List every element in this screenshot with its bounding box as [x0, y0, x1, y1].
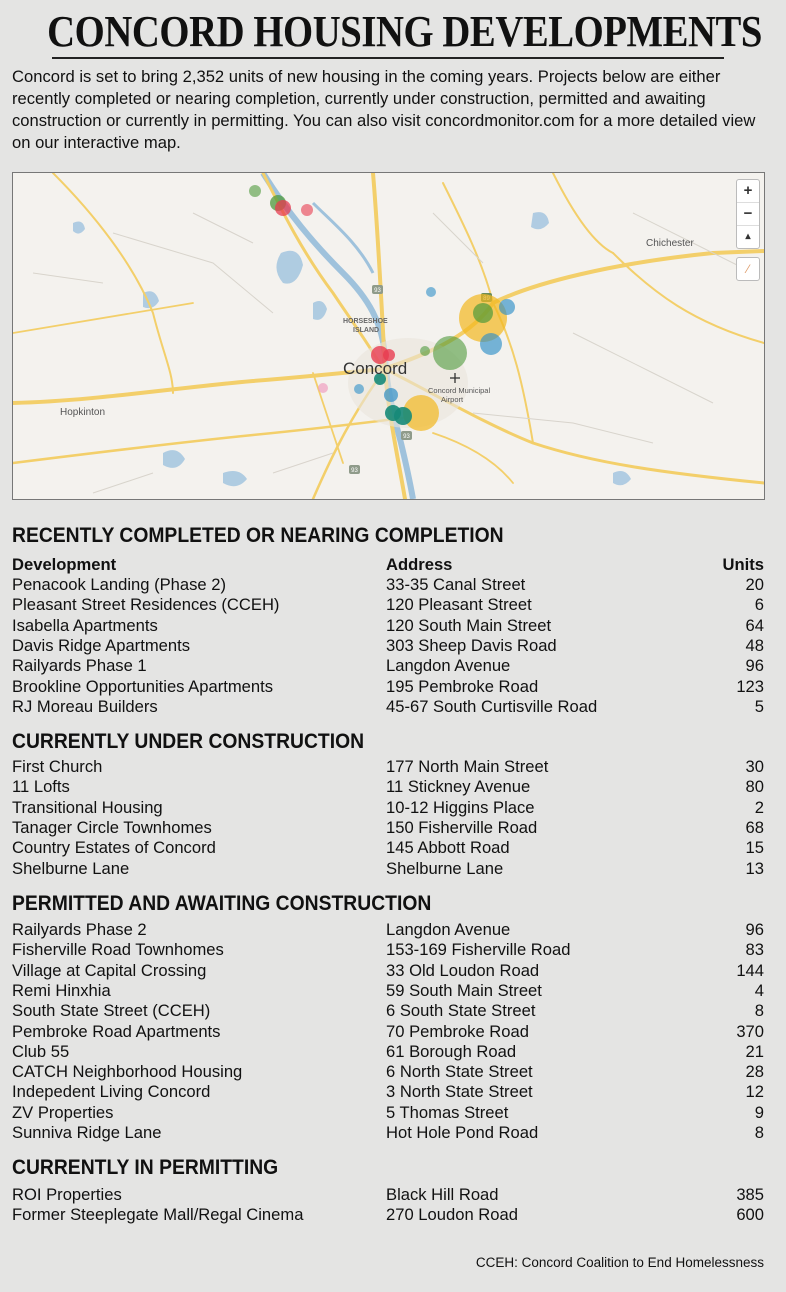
development-units: 8: [754, 1001, 764, 1021]
development-name: Remi Hinxhia: [12, 980, 111, 1000]
table-row: [12, 1001, 764, 1021]
development-name: First Church: [12, 757, 103, 776]
pond-ne: [531, 212, 549, 229]
development-address: 145 Abbott Road: [386, 838, 510, 858]
marker-permitting: [354, 384, 364, 394]
development-address: 270 Loudon Road: [386, 1205, 518, 1225]
marker-completed: [433, 336, 467, 370]
development-name: ZV Properties: [12, 1102, 114, 1122]
development-address: 61 Borough Road: [386, 1041, 517, 1061]
table-row: [12, 677, 764, 697]
column-header-units: Units: [722, 555, 764, 574]
table-row: [12, 961, 764, 981]
development-address: 120 South Main Street: [386, 615, 552, 635]
development-units: 48: [745, 635, 764, 655]
development-address: 195 Pembroke Road: [386, 676, 539, 696]
development-units: 6: [754, 595, 764, 615]
development-address: 11 Stickney Avenue: [386, 777, 531, 797]
table-row: [12, 1185, 764, 1205]
development-address: 33-35 Canal Street: [386, 575, 526, 594]
development-units: 68: [745, 817, 764, 837]
map-label-city: Concord: [343, 359, 408, 378]
development-name: Transitional Housing: [12, 797, 163, 817]
development-address: Langdon Avenue: [386, 656, 511, 676]
development-name: Tanager Circle Townhomes: [12, 817, 212, 837]
development-address: 45-67 South Curtisville Road: [386, 696, 598, 716]
footnote: CCEH: Concord Coalition to End Homelessness: [475, 1255, 764, 1270]
table-row: [12, 920, 764, 940]
development-address: 150 Fisherville Road: [386, 817, 538, 837]
development-name: Pembroke Road Apartments: [12, 1021, 221, 1041]
interactive-map[interactable]: [12, 172, 765, 500]
development-address: 59 South Main Street: [386, 980, 542, 1000]
development-name: Penacook Landing (Phase 2): [12, 575, 227, 594]
pond-s: [223, 471, 247, 486]
development-name: Shelburne Lane: [12, 858, 130, 878]
headline-rule: [52, 57, 724, 59]
development-units: 2: [754, 797, 764, 817]
table-row: [12, 859, 764, 879]
marker-construction: [318, 383, 328, 393]
table-row: [12, 1123, 764, 1143]
pond-north: [276, 251, 303, 284]
development-address: 153-169 Fisherville Road: [386, 940, 571, 960]
development-name: Country Estates of Concord: [12, 838, 216, 858]
development-name: RJ Moreau Builders: [12, 696, 158, 716]
development-name: Fisherville Road Townhomes: [12, 940, 224, 960]
development-address: 120 Pleasant Street: [386, 595, 532, 615]
column-header-address: Address: [386, 555, 453, 574]
table-row: [12, 940, 764, 960]
pond-sw: [163, 450, 185, 468]
table-row: [12, 575, 764, 595]
development-address: Shelburne Lane: [386, 858, 504, 878]
development-address: 3 North State Street: [386, 1082, 533, 1102]
development-name: Railyards Phase 2: [12, 920, 147, 939]
development-address: 5 Thomas Street: [386, 1102, 509, 1122]
development-name: ROI Properties: [12, 1185, 122, 1204]
development-units: 28: [745, 1062, 764, 1082]
section-title-completed: RECENTLY COMPLETED OR NEARING COMPLETION: [12, 524, 504, 547]
marker-permitting: [426, 287, 436, 297]
development-name: 11 Lofts: [12, 777, 70, 797]
map-label-chichester: Chichester: [646, 238, 694, 249]
development-units: 15: [745, 838, 764, 858]
marker-permitting: [480, 333, 502, 355]
table-row: [12, 656, 764, 676]
table-row: [12, 697, 764, 717]
section-title-permitted: PERMITTED AND AWAITING CONSTRUCTION: [12, 892, 432, 915]
table-row: [12, 636, 764, 656]
table-row: [12, 838, 764, 858]
section-title-construction: CURRENTLY UNDER CONSTRUCTION: [12, 730, 365, 753]
map-label-island: ISLAND: [353, 327, 380, 334]
development-units: 12: [745, 1082, 764, 1102]
development-units: 9: [754, 1102, 764, 1122]
draw-tool-button[interactable]: ⁄: [736, 257, 760, 281]
development-units: 64: [745, 615, 764, 635]
development-units: 4: [754, 980, 764, 1000]
development-units: 144: [736, 960, 764, 980]
development-units: 8: [754, 1123, 764, 1142]
development-units: 30: [745, 757, 764, 776]
development-name: Pleasant Street Residences (CCEH): [12, 595, 280, 615]
development-units: 13: [745, 858, 764, 878]
development-name: Railyards Phase 1: [12, 656, 147, 676]
zoom-in-button[interactable]: +: [737, 180, 759, 203]
table-row: [12, 1082, 764, 1102]
svg-text:93: 93: [351, 468, 358, 474]
map-canvas[interactable]: [13, 173, 764, 499]
development-name: Davis Ridge Apartments: [12, 635, 191, 655]
pond-se: [613, 471, 631, 485]
development-units: 96: [745, 920, 764, 939]
development-units: 83: [745, 940, 764, 960]
development-name: Sunniva Ridge Lane: [12, 1123, 162, 1142]
map-label-horseshoe: HORSESHOE: [343, 318, 388, 325]
zoom-out-button[interactable]: −: [737, 203, 759, 226]
table-row: [12, 1205, 764, 1225]
table-row: [12, 798, 764, 818]
development-name: CATCH Neighborhood Housing: [12, 1062, 243, 1082]
compass-reset-button[interactable]: ▴: [745, 231, 751, 242]
development-units: 600: [736, 1205, 764, 1225]
table-row: [12, 1103, 764, 1123]
marker-completed: [249, 185, 261, 197]
marker-construction: [275, 200, 291, 216]
intro-text: Concord is set to bring 2,352 units of new housing in the coming years. Projects below are either recently completed or nearing completion, currently under construction, permitted and awaiting construction or currently in permitting. You can also visit concordmonitor.com for a more detailed view on our interactive map.: [12, 67, 756, 152]
pond-a: [313, 301, 327, 320]
table-row: [12, 818, 764, 838]
development-name: South State Street (CCEH): [12, 1001, 211, 1021]
svg-text:93: 93: [403, 434, 410, 440]
development-address: 33 Old Loudon Road: [386, 960, 540, 980]
development-address: 303 Sheep Davis Road: [386, 635, 557, 655]
marker-construction: [301, 204, 313, 216]
marker-permitting: [499, 299, 515, 315]
development-units: 20: [745, 575, 764, 594]
table-row: [12, 595, 764, 615]
development-name: Isabella Apartments: [12, 615, 158, 635]
development-address: 70 Pembroke Road: [386, 1021, 529, 1041]
marker-completed: [473, 303, 493, 323]
table-row: [12, 981, 764, 1001]
development-units: 21: [745, 1041, 764, 1061]
development-name: Indepedent Living Concord: [12, 1082, 211, 1102]
development-units: 96: [745, 656, 764, 676]
development-units: 123: [736, 676, 764, 696]
table-row: [12, 1042, 764, 1062]
table-row: [12, 1022, 764, 1042]
marker-permitting: [384, 388, 398, 402]
table-row: [12, 1062, 764, 1082]
development-name: Brookline Opportunities Apartments: [12, 676, 274, 696]
development-units: 5: [754, 696, 764, 716]
map-label-hopkinton: Hopkinton: [60, 407, 106, 418]
development-address: 6 South State Street: [386, 1001, 536, 1021]
column-header-development: Development: [12, 555, 117, 574]
development-address: Langdon Avenue: [386, 920, 511, 939]
table-row: [12, 777, 764, 797]
marker-completed: [420, 346, 430, 356]
development-units: 370: [736, 1021, 764, 1041]
pond-nw: [73, 221, 85, 233]
development-address: Hot Hole Pond Road: [386, 1123, 539, 1142]
map-label-airport: Concord Municipal: [428, 386, 491, 395]
development-name: Village at Capital Crossing: [12, 960, 207, 980]
table-row: [12, 616, 764, 636]
development-address: Black Hill Road: [386, 1185, 499, 1204]
development-units: 80: [745, 777, 764, 797]
development-name: Club 55: [12, 1041, 70, 1061]
marker-teal: [394, 407, 412, 425]
development-name: Former Steeplegate Mall/Regal Cinema: [12, 1205, 304, 1225]
development-address: 10-12 Higgins Place: [386, 797, 535, 817]
development-address: 177 North Main Street: [386, 757, 549, 776]
table-row: [12, 757, 764, 777]
development-units: 385: [736, 1185, 764, 1204]
svg-text:93: 93: [374, 288, 381, 294]
table-header-row: [12, 555, 764, 575]
map-zoom-controls: [736, 179, 760, 249]
contoocook-river: [313, 203, 373, 273]
map-label-airport-2: Airport: [441, 395, 464, 404]
section-title-permitting: CURRENTLY IN PERMITTING: [12, 1156, 279, 1179]
headline: CONCORD HOUSING DEVELOPMENTS: [47, 7, 762, 56]
development-address: 6 North State Street: [386, 1062, 533, 1082]
